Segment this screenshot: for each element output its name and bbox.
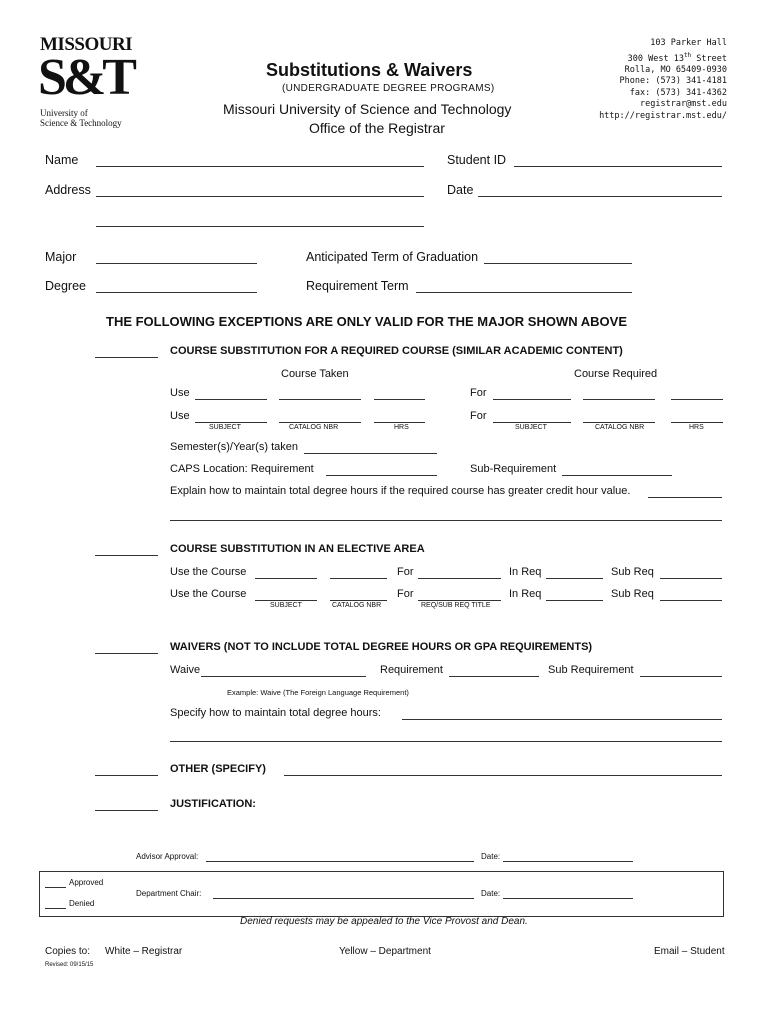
address-field-2[interactable] <box>96 226 424 227</box>
caps-label: CAPS Location: Requirement <box>170 463 314 475</box>
waive-example: Example: Waive (The Foreign Language Requirement) <box>227 688 409 697</box>
logo-missouri: MISSOURI <box>40 34 133 55</box>
other-field[interactable] <box>284 775 722 776</box>
for-subject-1[interactable] <box>493 399 571 400</box>
sub-req-label-2: Sub Req <box>611 588 654 600</box>
major-field[interactable] <box>96 263 257 264</box>
specify-field-2[interactable] <box>170 741 722 742</box>
appeal-note: Denied requests may be appealed to the Vice Provost and Dean. <box>240 916 528 927</box>
explain-label: Explain how to maintain total degree hours if the required course has greater credit hour value. <box>170 485 631 497</box>
sub-requirement-label: Sub Requirement <box>548 664 634 676</box>
sec4-heading: OTHER (SPECIFY) <box>170 763 266 775</box>
contact-email[interactable]: registrar@mst.edu <box>640 99 727 110</box>
denied-check[interactable] <box>45 908 66 909</box>
sub-req-field-2[interactable] <box>660 600 722 601</box>
copy-yellow: Yellow – Department <box>339 946 431 957</box>
sub-requirement-field[interactable] <box>640 676 722 677</box>
anticipated-label: Anticipated Term of Graduation <box>306 250 479 264</box>
name-field[interactable] <box>96 166 424 167</box>
e-subject-caption: SUBJECT <box>270 602 302 609</box>
advisor-date-label: Date: <box>481 852 501 861</box>
chair-date-field[interactable] <box>503 898 633 899</box>
for-subject-2[interactable] <box>493 422 571 423</box>
contact-url[interactable]: http://registrar.mst.edu/ <box>599 110 727 121</box>
use-catalog-1[interactable] <box>279 399 361 400</box>
contact-phone: Phone: (573) 341-4181 <box>619 76 727 87</box>
logo-sub2: Science & Technology <box>40 118 122 128</box>
date-field[interactable] <box>478 196 722 197</box>
address-field[interactable] <box>96 196 424 197</box>
advisor-field[interactable] <box>206 861 474 862</box>
in-req-field-1[interactable] <box>546 578 603 579</box>
for-label-1: For <box>470 387 487 399</box>
catalog-caption-2: CATALOG NBR <box>595 424 645 431</box>
req-term-label: Requirement Term <box>306 279 409 293</box>
for-hrs-1[interactable] <box>671 399 723 400</box>
e-catalog-2[interactable] <box>330 600 387 601</box>
sec2-check-field[interactable] <box>95 555 158 556</box>
degree-field[interactable] <box>96 292 257 293</box>
chair-date-label: Date: <box>481 889 501 898</box>
contact-block <box>599 38 727 122</box>
org-office: Office of the Registrar <box>309 120 445 136</box>
subreq-label: Sub-Requirement <box>470 463 557 475</box>
e-catalog-caption: CATALOG NBR <box>332 602 382 609</box>
subject-caption-1: SUBJECT <box>209 424 241 431</box>
waive-field[interactable] <box>201 676 366 677</box>
subject-caption-2: SUBJECT <box>515 424 547 431</box>
requirement-field[interactable] <box>449 676 539 677</box>
address-label: Address <box>45 183 91 197</box>
semester-label: Semester(s)/Year(s) taken <box>170 441 298 453</box>
use-subject-2[interactable] <box>195 422 267 423</box>
explain-field[interactable] <box>648 497 722 498</box>
for-catalog-1[interactable] <box>583 399 655 400</box>
use-subject-1[interactable] <box>195 399 267 400</box>
use-label-2: Use <box>170 410 190 422</box>
in-req-label-1: In Req <box>509 566 542 578</box>
semester-field[interactable] <box>304 453 437 454</box>
use-catalog-2[interactable] <box>279 422 361 423</box>
specify-field[interactable] <box>402 719 722 720</box>
logo-mark: S&T <box>38 49 133 106</box>
sec5-check-field[interactable] <box>95 810 158 811</box>
sec2-heading: COURSE SUBSTITUTION IN AN ELECTIVE AREA <box>170 543 425 555</box>
for-label-2: For <box>470 410 487 422</box>
contact-fax: fax: (573) 341-4362 <box>629 87 727 98</box>
for-hrs-2[interactable] <box>671 422 723 423</box>
contact-address: 103 Parker Hall <box>650 38 727 48</box>
e-subject-1[interactable] <box>255 578 317 579</box>
waive-label: Waive <box>170 664 201 676</box>
student-id-label: Student ID <box>447 153 507 167</box>
subreq-field[interactable] <box>562 475 672 476</box>
catalog-caption-1: CATALOG NBR <box>289 424 339 431</box>
sub-req-label-1: Sub Req <box>611 566 654 578</box>
contact-city: Rolla, MO 65409-0930 <box>624 64 727 75</box>
in-req-field-2[interactable] <box>546 600 603 601</box>
major-label: Major <box>45 250 77 264</box>
denied-label: Denied <box>69 899 95 908</box>
copy-email: Email – Student <box>654 946 725 957</box>
e-for-label-2: For <box>397 588 414 600</box>
anticipated-field[interactable] <box>484 263 632 264</box>
sub-req-field-1[interactable] <box>660 578 722 579</box>
approved-label: Approved <box>69 878 104 887</box>
for-catalog-2[interactable] <box>583 422 655 423</box>
use-hrs-2[interactable] <box>374 422 425 423</box>
e-subject-2[interactable] <box>255 600 317 601</box>
date-label: Date <box>447 183 474 197</box>
chair-label: Department Chair: <box>136 889 202 898</box>
requirement-label: Requirement <box>380 664 443 676</box>
e-for-label-1: For <box>397 566 414 578</box>
logo-sub1: University of <box>40 108 88 118</box>
explain-field-2[interactable] <box>170 520 722 521</box>
req-term-field[interactable] <box>416 292 632 293</box>
e-catalog-1[interactable] <box>330 578 387 579</box>
hrs-caption-2: HRS <box>689 424 704 431</box>
e-for-field-1[interactable] <box>418 578 501 579</box>
sec5-heading: JUSTIFICATION: <box>170 798 256 810</box>
e-for-field-2[interactable] <box>418 600 501 601</box>
sec3-heading: WAIVERS (NOT TO INCLUDE TOTAL DEGREE HOURS OR GPA REQUIREMENTS) <box>170 641 593 653</box>
e-reqsub-caption: REQ/SUB REQ TITLE <box>421 602 491 609</box>
chair-field[interactable] <box>213 898 474 899</box>
copies-label: Copies to: <box>45 946 91 957</box>
advisor-label: Advisor Approval: <box>136 852 199 861</box>
exceptions-heading: THE FOLLOWING EXCEPTIONS ARE ONLY VALID FOR THE MAJOR SHOWN ABOVE <box>106 314 627 329</box>
contact-street: 300 West 13th Street <box>627 51 727 64</box>
use-label-1: Use <box>170 387 190 399</box>
name-label: Name <box>45 153 79 167</box>
hrs-caption-1: HRS <box>394 424 409 431</box>
page-subtitle: (UNDERGRADUATE DEGREE PROGRAMS) <box>282 83 495 94</box>
in-req-label-2: In Req <box>509 588 542 600</box>
org-name: Missouri University of Science and Technology <box>223 101 512 117</box>
caps-field[interactable] <box>326 475 437 476</box>
sec1-heading: COURSE SUBSTITUTION FOR A REQUIRED COURSE (SIMILAR ACADEMIC CONTENT) <box>170 345 623 357</box>
copy-white: White – Registrar <box>105 946 183 957</box>
use-course-label-2: Use the Course <box>170 588 247 600</box>
use-course-label-1: Use the Course <box>170 566 247 578</box>
sec3-check-field[interactable] <box>95 653 158 654</box>
sec4-check-field[interactable] <box>95 775 158 776</box>
advisor-date-field[interactable] <box>503 861 633 862</box>
course-required-label: Course Required <box>574 368 658 380</box>
degree-label: Degree <box>45 279 86 293</box>
page-title: Substitutions & Waivers <box>266 60 473 80</box>
use-hrs-1[interactable] <box>374 399 425 400</box>
revised-date: Revised: 09/15/15 <box>45 962 94 968</box>
approved-check[interactable] <box>45 887 66 888</box>
specify-label: Specify how to maintain total degree hours: <box>170 707 381 719</box>
sec1-check-field[interactable] <box>95 357 158 358</box>
course-taken-label: Course Taken <box>281 368 349 380</box>
student-id-field[interactable] <box>514 166 722 167</box>
